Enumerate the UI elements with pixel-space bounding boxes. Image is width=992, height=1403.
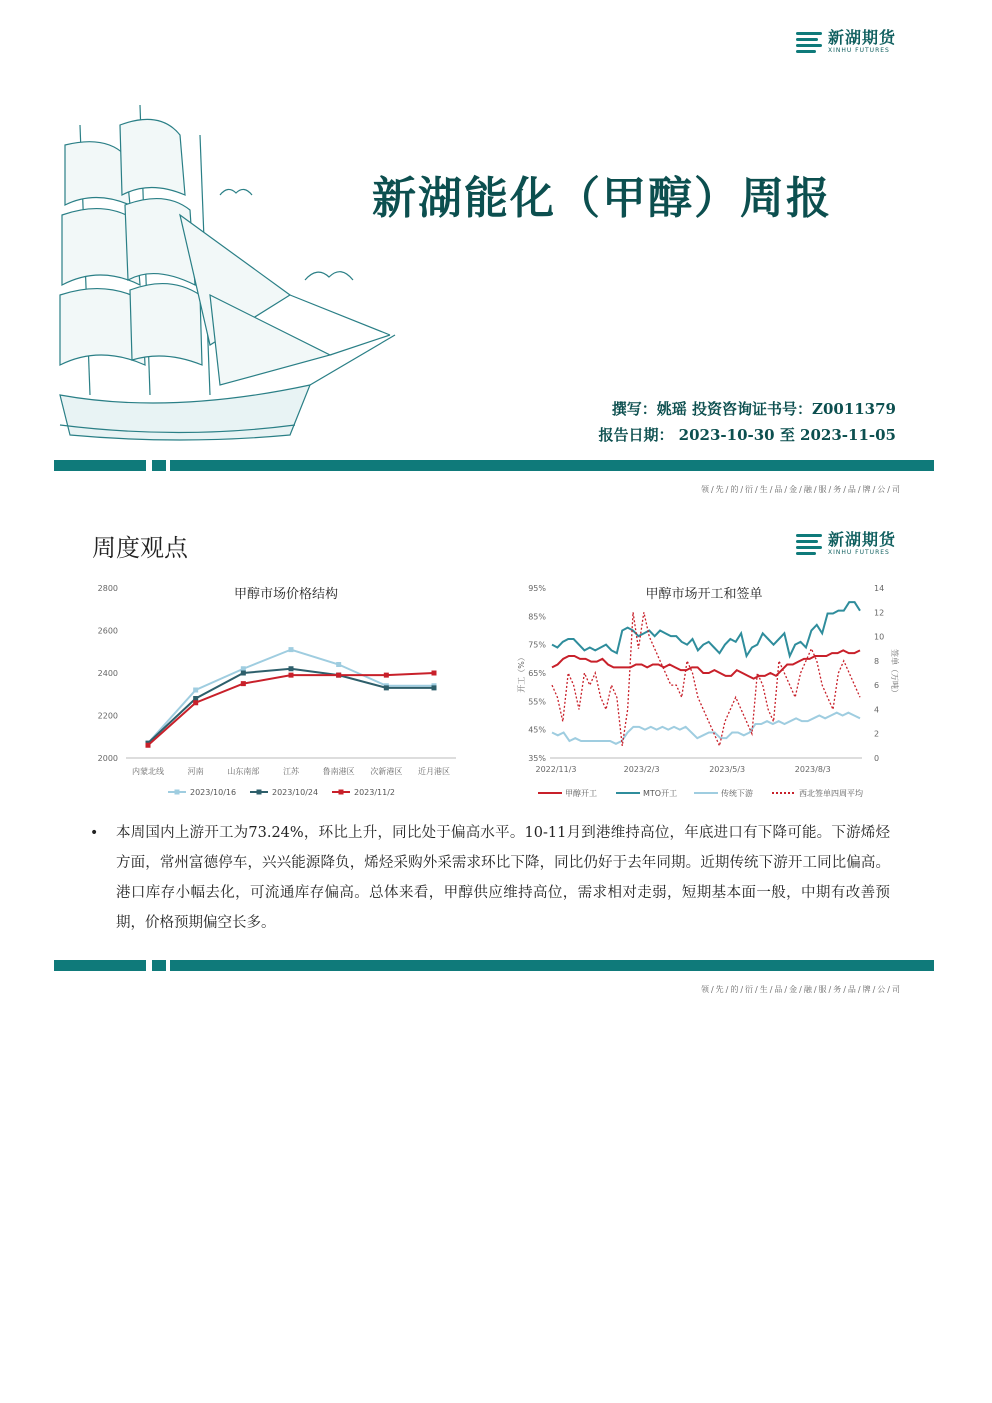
y-right-tick-label: 12: [874, 608, 885, 618]
y-right-tick-label: 6: [874, 681, 880, 691]
legend-marker: [339, 790, 344, 795]
legend-label: 2023/10/24: [272, 788, 319, 797]
y-tick-label: 2000: [97, 754, 118, 763]
data-point: [336, 662, 341, 667]
report-date-line: 报告日期： 2023-10-30 至 2023-11-05: [598, 426, 896, 444]
series-line-2: [148, 673, 434, 745]
data-point: [193, 688, 198, 693]
data-point: [289, 647, 294, 652]
brand-logo-top: [796, 30, 896, 54]
y-left-tick-label: 75%: [528, 640, 546, 650]
x-tick-label: 山东南部: [227, 767, 260, 776]
x-tick-label: 近月港区: [418, 767, 450, 776]
brand-mark-icon: [796, 30, 824, 54]
brand-name-en: XINHU FUTURES: [828, 549, 890, 556]
legend-marker: [257, 790, 262, 795]
data-point: [432, 685, 437, 690]
x-tick-label: 内蒙北线: [132, 767, 164, 776]
divider-band: [54, 460, 934, 471]
brand-mark-icon: [796, 532, 824, 556]
data-point: [336, 673, 341, 678]
y-right-tick-label: 2: [874, 729, 880, 739]
divider-band-bottom: [54, 960, 934, 971]
data-point: [432, 671, 437, 676]
x-tick-label: 江苏: [283, 767, 299, 776]
legend-label: 西北签单四周平均: [799, 789, 863, 798]
y-left-label: 开工（%）: [517, 653, 526, 693]
data-point: [289, 666, 294, 671]
y-left-tick-label: 35%: [528, 754, 546, 763]
brand-name-cn: 新湖期货: [828, 28, 897, 47]
data-point: [289, 673, 294, 678]
data-point: [241, 671, 246, 676]
ship-illustration-icon: [50, 95, 400, 465]
y-left-tick-label: 85%: [528, 612, 546, 622]
price-structure-chart: [86, 576, 476, 806]
legend-label: 2023/10/16: [190, 788, 237, 797]
x-tick-label: 2023/8/3: [794, 765, 831, 774]
series-line-3: [552, 612, 860, 746]
x-tick-label: 2023/2/3: [623, 765, 660, 774]
data-point: [384, 685, 389, 690]
data-point: [146, 743, 151, 748]
x-tick-label: 2022/11/3: [535, 765, 577, 774]
legend-label: 传统下游: [721, 789, 753, 798]
y-right-tick-label: 4: [874, 705, 880, 715]
operating-rate-chart: [514, 576, 900, 806]
y-left-tick-label: 95%: [528, 584, 546, 593]
y-right-tick-label: 8: [874, 656, 880, 666]
x-tick-label: 河南: [187, 767, 204, 776]
y-tick-label: 2200: [97, 711, 118, 721]
summary-text: 本周国内上游开工为73.24%，环比上升，同比处于偏高水平。10-11月到港维持高位，年底进口有下降可能。下游烯烃方面，常州富德停车，兴兴能源降负，烯烃采购外采需求环比下降，同比仍好于去年同期。近期传统下游开工同比偏高。港口库存小幅去化，可流通库存偏高。总体来看，甲醇供应维持高位，需求相对走弱，短期基本面一般，中期有改善预期，价格预期偏空长多。: [116, 825, 890, 931]
x-tick-label: 2023/5/3: [709, 765, 746, 774]
brand-logo-section: [796, 532, 896, 556]
chart-title: 甲醇市场价格结构: [233, 587, 339, 602]
y-left-tick-label: 55%: [528, 697, 546, 707]
y-tick-label: 2800: [97, 584, 118, 593]
data-point: [384, 673, 389, 678]
series-line-2: [552, 713, 860, 744]
y-right-tick-label: 0: [874, 754, 880, 763]
y-left-tick-label: 45%: [528, 725, 546, 735]
series-line-1: [552, 602, 860, 656]
slogan: 领/先/的/衍/生/品/金/融/服/务/品/牌/公/司: [700, 485, 902, 494]
x-tick-label: 鲁南港区: [322, 767, 355, 776]
legend-label: 2023/11/2: [354, 788, 396, 797]
y-right-tick-label: 14: [874, 584, 885, 593]
data-point: [193, 700, 198, 705]
y-tick-label: 2400: [97, 669, 118, 678]
series-line-0: [148, 650, 434, 744]
y-right-tick-label: 10: [874, 632, 885, 642]
brand-name-en: XINHU FUTURES: [828, 47, 890, 54]
y-right-label: 签单（万吨）: [890, 649, 899, 697]
y-left-tick-label: 65%: [528, 669, 546, 678]
slogan-bottom: 领/先/的/衍/生/品/金/融/服/务/品/牌/公/司: [700, 985, 902, 994]
summary-bullet: [90, 818, 890, 938]
legend-marker: [175, 790, 180, 795]
report-title: 新湖能化（甲醇）周报: [372, 173, 832, 224]
section-title: 周度观点: [92, 534, 188, 562]
author-line: 撰写：姚瑶 投资咨询证书号：Z0011379: [611, 400, 896, 418]
legend-label: MTO开工: [643, 789, 678, 798]
legend-label: 甲醇开工: [565, 789, 597, 798]
y-tick-label: 2600: [97, 626, 118, 636]
chart-title: 甲醇市场开工和签单: [645, 587, 763, 602]
bullet-dot: •: [90, 825, 99, 841]
brand-name-cn: 新湖期货: [828, 530, 897, 549]
data-point: [241, 681, 246, 686]
x-tick-label: 次新港区: [370, 767, 403, 776]
